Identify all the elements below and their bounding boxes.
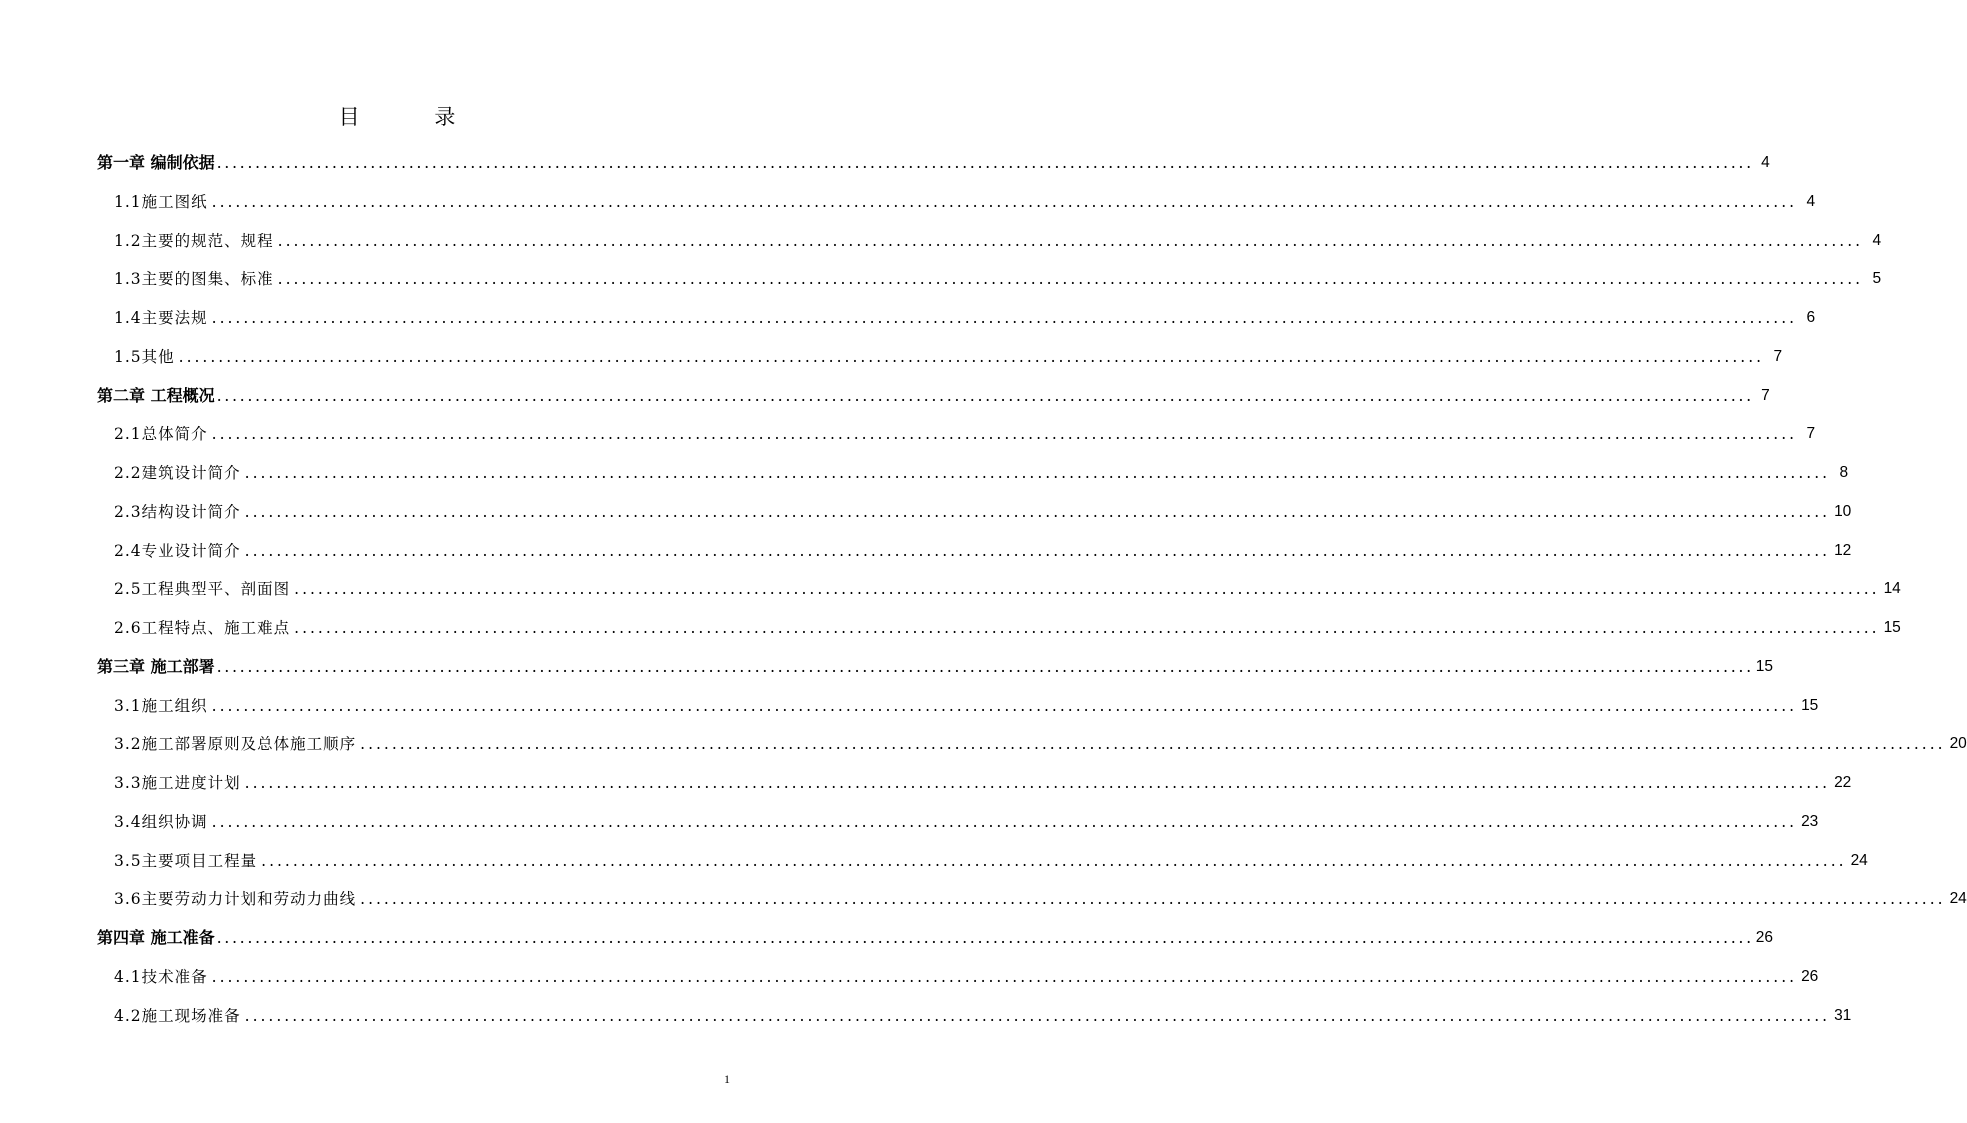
toc-entry-page: 10 (1834, 502, 1852, 520)
toc-dot-leader: ........................................................................................................................................................................................................ (211, 812, 1798, 831)
toc-entry-page: 5 (1872, 270, 1882, 288)
toc-entry-label: 3.5主要项目工程量 (114, 851, 258, 870)
toc-entry-label: 1.5其他 (114, 347, 175, 366)
toc-entry-page: 15 (1801, 696, 1819, 714)
toc-section-entry[interactable] (114, 572, 1901, 600)
toc-section-entry[interactable] (114, 999, 1852, 1027)
toc-dot-leader: ........................................................................................................................................................................................................ (244, 774, 1831, 792)
toc-section-entry[interactable] (114, 262, 1882, 290)
toc-dot-leader: ........................................................................................................................................................................................................ (216, 385, 1754, 405)
toc-entry-label: 2.3结构设计简介 (114, 502, 241, 521)
toc-dot-leader: ........................................................................................................................................................................................................ (211, 309, 1798, 327)
toc-entry-label: 3.1施工组织 (114, 696, 208, 715)
toc-entry-page: 15 (1883, 619, 1901, 636)
toc-entry-label: 2.4专业设计简介 (114, 541, 241, 560)
toc-entry-page: 4 (1806, 192, 1816, 210)
toc-section-entry[interactable] (114, 340, 1783, 368)
page-number: 1 (724, 1072, 730, 1086)
toc-dot-leader: ........................................................................................................................................................................................................ (294, 580, 1880, 599)
toc-dot-leader: ........................................................................................................................................................................................................ (261, 851, 1847, 870)
toc-entry-label: 1.4主要法规 (114, 309, 208, 327)
toc-section-entry[interactable] (114, 456, 1849, 484)
toc-title: 目 录 (338, 105, 490, 129)
toc-chapter-entry[interactable] (97, 379, 1770, 407)
toc-section-entry[interactable] (114, 960, 1819, 988)
toc-section-entry[interactable] (114, 844, 1868, 872)
toc-dot-leader: ........................................................................................................................................................................................................ (277, 231, 1864, 250)
toc-section-entry[interactable] (114, 727, 1967, 755)
toc-entry-label: 1.1施工图纸 (114, 192, 208, 211)
toc-entry-label: 1.2主要的规范、规程 (114, 231, 274, 250)
toc-entry-page: 12 (1834, 541, 1852, 559)
toc-dot-leader: ........................................................................................................................................................................................................ (294, 619, 1880, 637)
toc-dot-leader: ........................................................................................................................................................................................................ (216, 656, 1754, 676)
toc-dot-leader: ........................................................................................................................................................................................................ (244, 502, 1831, 521)
toc-entry-page: 4 (1761, 154, 1770, 171)
toc-entry-page: 26 (1801, 967, 1819, 985)
toc-entry-page: 7 (1773, 347, 1783, 365)
toc-entry-label: 4.1技术准备 (114, 967, 208, 986)
toc-entry-page: 4 (1872, 231, 1882, 249)
toc-entry-page: 7 (1761, 386, 1770, 404)
toc-section-entry[interactable] (114, 301, 1816, 329)
toc-section-entry[interactable] (114, 185, 1816, 213)
toc-entry-label: 第一章 编制依据 (97, 153, 215, 172)
toc-entry-label: 1.3主要的图集、标准 (114, 270, 274, 289)
toc-chapter-entry[interactable] (97, 650, 1774, 678)
toc-entry-page: 6 (1806, 309, 1816, 326)
toc-entry-label: 4.2施工现场准备 (114, 1006, 241, 1025)
toc-dot-leader: ........................................................................................................................................................................................................ (211, 192, 1798, 211)
toc-entry-page: 20 (1949, 735, 1967, 753)
toc-section-entry[interactable] (114, 805, 1819, 833)
toc-section-entry[interactable] (114, 224, 1882, 252)
toc-entry-label: 3.2施工部署原则及总体施工顺序 (114, 735, 357, 754)
toc-entry-page: 22 (1834, 774, 1852, 791)
toc-entry-label: 2.5工程典型平、剖面图 (114, 580, 291, 599)
toc-entry-page: 7 (1806, 425, 1816, 443)
toc-entry-label: 2.1总体简介 (114, 425, 208, 444)
toc-section-entry[interactable] (114, 495, 1852, 523)
toc-dot-leader: ........................................................................................................................................................................................................ (178, 347, 1765, 366)
toc-section-entry[interactable] (114, 689, 1819, 717)
toc-section-entry[interactable] (114, 882, 1967, 910)
toc-entry-page: 23 (1801, 812, 1819, 830)
toc-entry-label: 3.3施工进度计划 (114, 774, 241, 792)
toc-entry-page: 31 (1834, 1006, 1852, 1024)
toc-entry-page: 26 (1755, 929, 1774, 946)
toc-section-entry[interactable] (114, 766, 1852, 794)
toc-entry-label: 2.2建筑设计简介 (114, 464, 241, 482)
toc-dot-leader: ........................................................................................................................................................................................................ (277, 270, 1864, 289)
toc-dot-leader: ........................................................................................................................................................................................................ (244, 464, 1831, 482)
toc-section-entry[interactable] (114, 534, 1852, 562)
toc-entry-page: 24 (1850, 851, 1868, 869)
toc-chapter-entry[interactable] (97, 921, 1774, 949)
toc-dot-leader: ........................................................................................................................................................................................................ (360, 735, 1946, 754)
toc-entry-page: 24 (1949, 890, 1967, 908)
toc-entry-page: 8 (1839, 464, 1849, 481)
toc-dot-leader: ........................................................................................................................................................................................................ (211, 425, 1798, 444)
toc-section-entry[interactable] (114, 417, 1816, 445)
toc-dot-leader: ........................................................................................................................................................................................................ (244, 1006, 1831, 1025)
toc-dot-leader: ........................................................................................................................................................................................................ (216, 153, 1754, 172)
toc-dot-leader: ........................................................................................................................................................................................................ (244, 541, 1831, 560)
toc-dot-leader: ........................................................................................................................................................................................................ (216, 928, 1754, 947)
toc-entry-label: 3.4组织协调 (114, 812, 208, 831)
toc-entry-page: 15 (1755, 657, 1774, 675)
toc-entry-label: 第三章 施工部署 (97, 656, 215, 676)
toc-chapter-entry[interactable] (97, 146, 1770, 174)
toc-entry-page: 14 (1883, 580, 1901, 598)
toc-entry-label: 3.6主要劳动力计划和劳动力曲线 (114, 890, 357, 909)
toc-dot-leader: ........................................................................................................................................................................................................ (211, 696, 1798, 715)
toc-entry-label: 第四章 施工准备 (97, 928, 215, 947)
toc-dot-leader: ........................................................................................................................................................................................................ (360, 890, 1946, 909)
toc-entry-label: 第二章 工程概况 (97, 385, 215, 405)
toc-entry-label: 2.6工程特点、施工难点 (114, 619, 291, 637)
toc-dot-leader: ........................................................................................................................................................................................................ (211, 967, 1798, 986)
toc-section-entry[interactable] (114, 611, 1901, 639)
